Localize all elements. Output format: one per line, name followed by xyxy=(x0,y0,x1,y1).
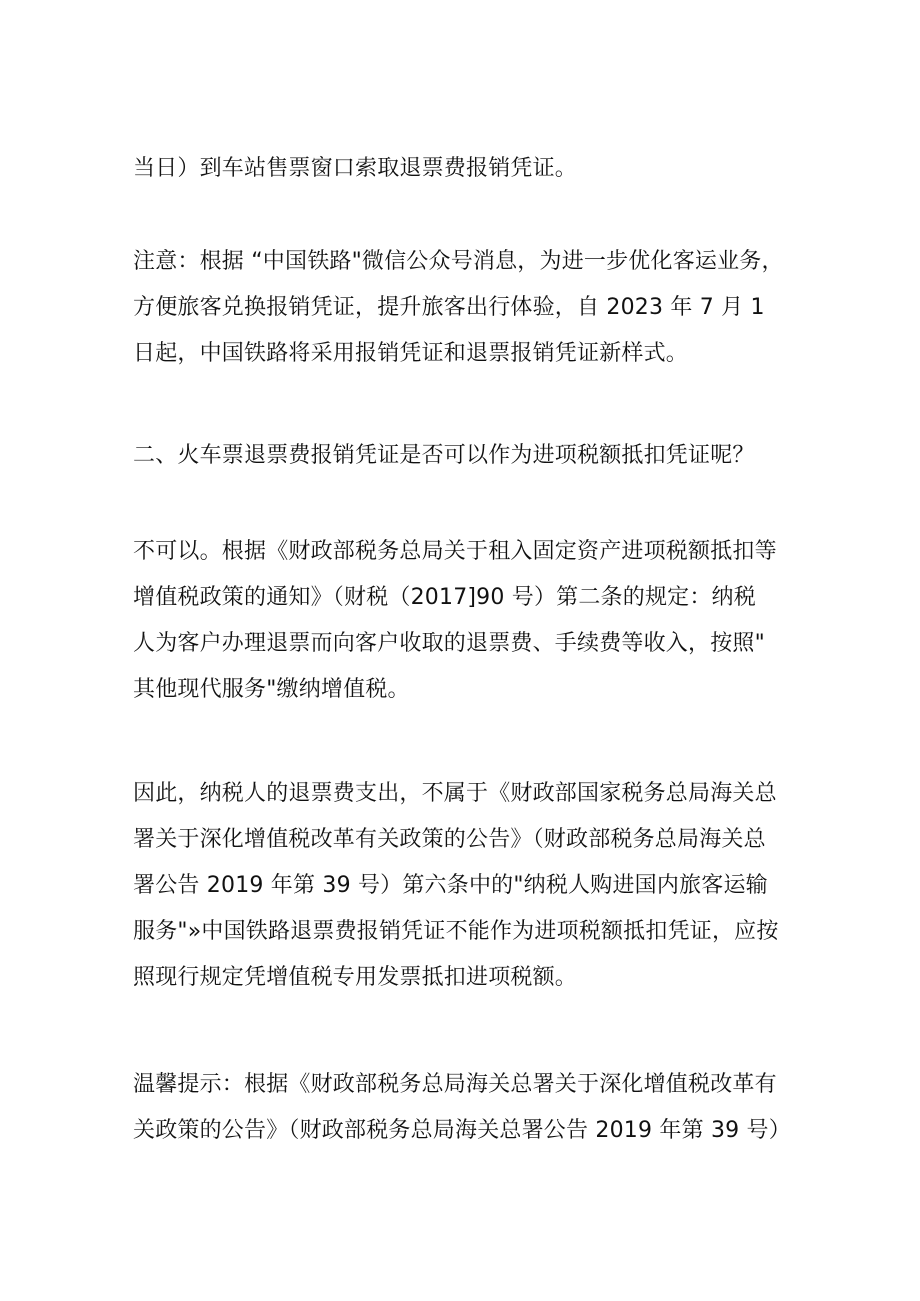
text-line: 人为客户办理退票而向客户收取的退票费、手续费等收入，按照" xyxy=(133,631,765,656)
paragraph-therefore xyxy=(133,771,803,1001)
text-line: 照现行规定凭增值税专用发票抵扣进项税额。 xyxy=(133,965,578,990)
text-line: 服务"»中国铁路退票费报销凭证不能作为进项税额抵扣凭证，应按 xyxy=(133,919,779,944)
text-line: 注意：根据 “中国铁路"微信公众号消息，为进一步优化客运业务， xyxy=(133,249,784,274)
paragraph-answer xyxy=(133,529,803,713)
text-line: 署公告 2019 年第 39 号）第六条中的"纳税人购进国内旅客运输 xyxy=(133,873,768,898)
text-line: 因此，纳税人的退票费支出，不属于《财政部国家税务总局海关总 xyxy=(133,781,777,806)
text-line: 日起，中国铁路将采用报销凭证和退票报销凭证新样式。 xyxy=(133,341,689,366)
text-line: 方便旅客兑换报销凭证，提升旅客出行体验，自 2023 年 7 月 1 xyxy=(133,295,765,320)
paragraph-tip xyxy=(133,1062,803,1154)
text-line: 署关于深化增值税改革有关政策的公告》（财政部税务总局海关总 xyxy=(133,827,766,852)
text-line: 二、火车票退票费报销凭证是否可以作为进项税额抵扣凭证呢？ xyxy=(133,443,755,468)
text-line: 关政策的公告》（财政部税务总局海关总署公告 2019 年第 39 号） xyxy=(133,1118,791,1143)
text-line: 增值税政策的通知》（财税（2017]90 号）第二条的规定：纳税 xyxy=(133,585,756,610)
paragraph-notice xyxy=(133,239,803,377)
text-line: 当日）到车站售票窗口索取退票费报销凭证。 xyxy=(133,156,578,181)
paragraph-refund-voucher xyxy=(133,146,803,192)
text-line: 温馨提示：根据《财政部税务总局海关总署关于深化增值税改革有 xyxy=(133,1072,777,1097)
section-heading-2 xyxy=(133,433,803,479)
text-line: 其他现代服务"缴纳增值税。 xyxy=(133,677,410,702)
text-line: 不可以。根据《财政部税务总局关于租入固定资产进项税额抵扣等 xyxy=(133,539,777,564)
